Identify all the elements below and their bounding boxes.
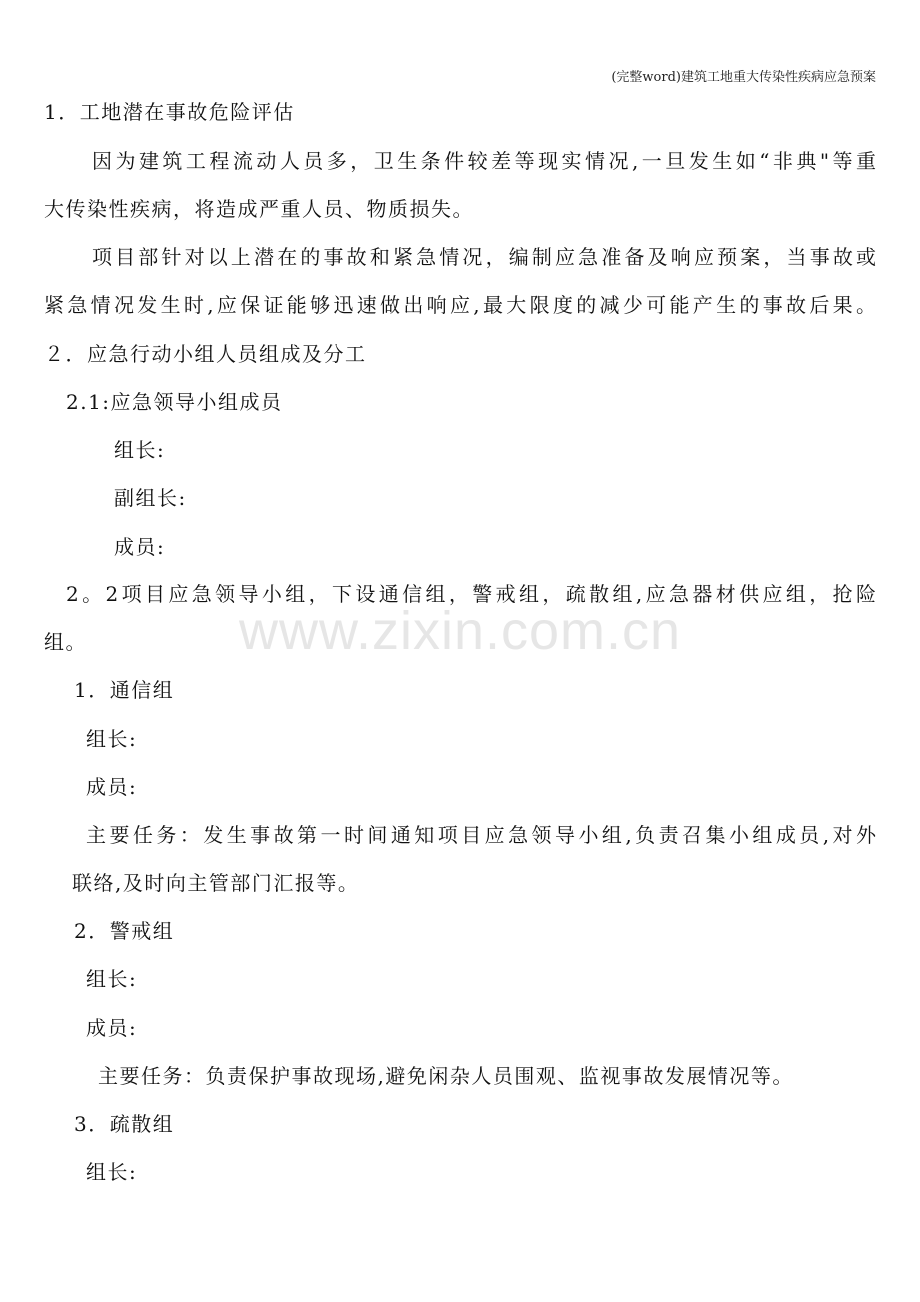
section-heading-1: 1．工地潜在事故危险评估 bbox=[44, 100, 295, 124]
leader-field-label: 组长: bbox=[86, 727, 138, 751]
members-field-label: 成员: bbox=[114, 535, 166, 559]
leader-field-label: 组长: bbox=[86, 1160, 138, 1184]
deputy-leader-field-label: 副组长: bbox=[114, 486, 187, 510]
group-heading-communication: 1．通信组 bbox=[74, 678, 175, 702]
task-paragraph-line: 主要任务：负责保护事故现场,避免闲杂人员围观、监视事故发展情况等。 bbox=[98, 1064, 794, 1088]
leader-field-label: 组长: bbox=[86, 967, 138, 991]
section-heading-2: ２．应急行动小组人员组成及分工 bbox=[44, 342, 367, 366]
group-heading-evacuation: 3．疏散组 bbox=[74, 1112, 175, 1136]
members-field-label: 成员: bbox=[86, 775, 138, 799]
subsection-heading: 2.1:应急领导小组成员 bbox=[66, 390, 283, 414]
task-paragraph-line: 主要任务：发生事故第一时间通知项目应急领导小组,负责召集小组成员,对外 bbox=[86, 823, 876, 847]
document-header: (完整word)建筑工地重大传染性疾病应急预案 bbox=[611, 70, 876, 85]
paragraph-line: 组。 bbox=[44, 630, 87, 654]
paragraph-line: 项目部针对以上潜在的事故和紧急情况，编制应急准备及响应预案，当事故或 bbox=[92, 245, 876, 269]
paragraph-line: 2。2项目应急领导小组，下设通信组，警戒组，疏散组,应急器材供应组，抢险 bbox=[66, 582, 876, 606]
paragraph-line: 紧急情况发生时,应保证能够迅速做出响应,最大限度的减少可能产生的事故后果。 bbox=[44, 293, 876, 317]
group-heading-guard: 2．警戒组 bbox=[74, 919, 175, 943]
watermark: www.zixin.com.cn bbox=[238, 601, 682, 661]
paragraph-line: 因为建筑工程流动人员多，卫生条件较差等现实情况,一旦发生如“非典"等重 bbox=[92, 149, 876, 173]
members-field-label: 成员: bbox=[86, 1016, 138, 1040]
leader-field-label: 组长: bbox=[114, 438, 166, 462]
paragraph-line: 大传染性疾病，将造成严重人员、物质损失。 bbox=[44, 197, 474, 221]
task-paragraph-line: 联络,及时向主管部门汇报等。 bbox=[72, 871, 360, 895]
